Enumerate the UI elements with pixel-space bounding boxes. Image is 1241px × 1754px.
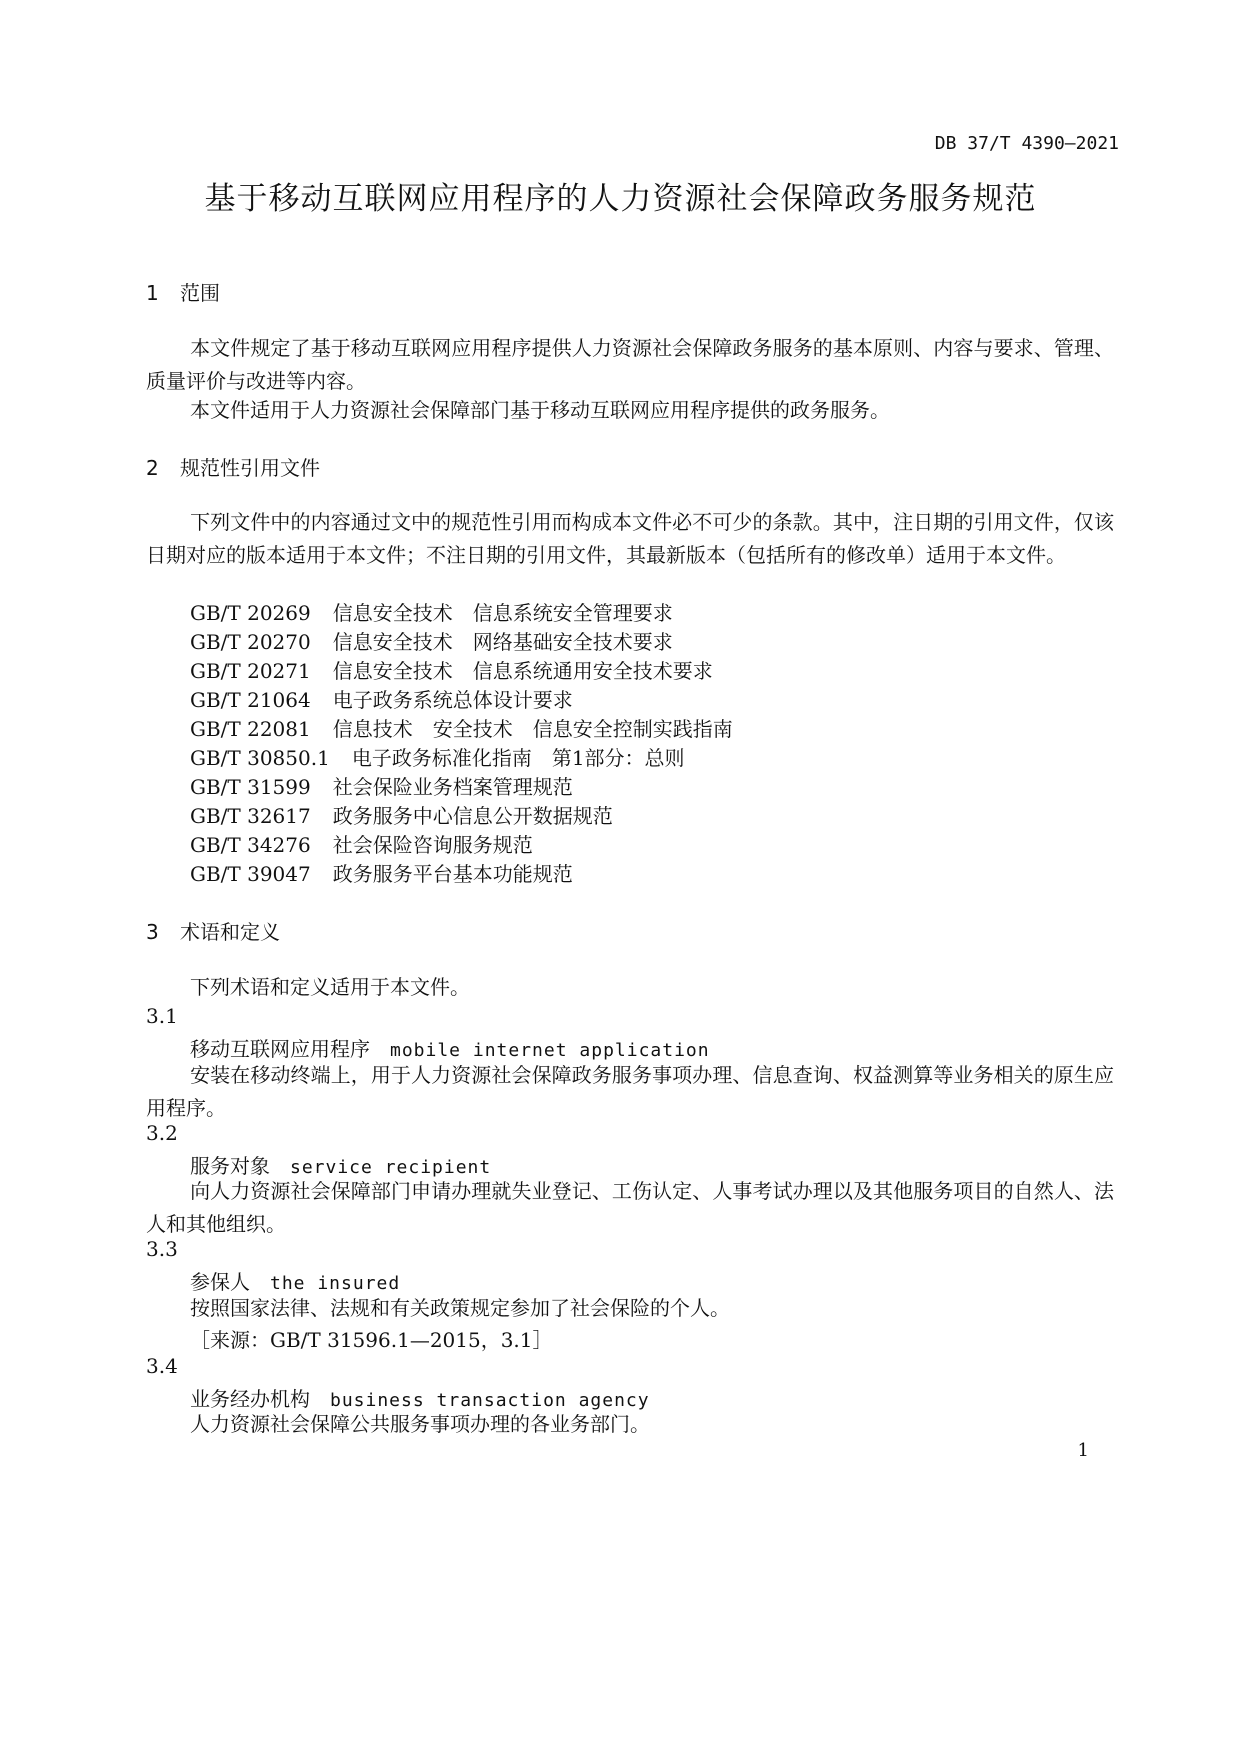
reference-code: GB/T 30850.1	[190, 746, 330, 770]
reference-title: 电子政务标准化指南 第1部分：总则	[351, 746, 685, 770]
reference-title: 社会保险咨询服务规范	[332, 833, 533, 857]
reference-item	[190, 626, 673, 655]
term-zh: 业务经办机构	[190, 1387, 310, 1411]
reference-code: GB/T 22081	[190, 717, 311, 741]
reference-code: GB/T 31599	[190, 775, 311, 799]
section-heading-2	[146, 452, 320, 481]
term-en: the insured	[270, 1273, 401, 1294]
paragraph-text: 向人力资源社会保障部门申请办理就失业登记、工伤认定、人事考试办理以及其他服务项目的自然人、法人和其他组织。	[146, 1179, 1114, 1236]
section-number: 3	[146, 920, 159, 944]
section-number: 2	[146, 456, 159, 480]
reference-title: 信息安全技术 信息系统通用安全技术要求	[332, 659, 713, 683]
section-title: 规范性引用文件	[180, 456, 320, 480]
section-heading-1	[146, 277, 220, 306]
scope-paragraph-2	[146, 394, 1114, 427]
term-number: 3.3	[146, 1237, 178, 1261]
term-en: mobile internet application	[390, 1040, 710, 1061]
term-en: business transaction agency	[330, 1390, 650, 1411]
reference-item	[190, 800, 613, 829]
reference-code: GB/T 20271	[190, 659, 311, 683]
reference-code: GB/T 34276	[190, 833, 311, 857]
reference-item	[190, 684, 573, 713]
standard-code: DB 37/T 4390—2021	[934, 133, 1119, 154]
reference-code: GB/T 32617	[190, 804, 311, 828]
page-number: 1	[1077, 1440, 1089, 1461]
paragraph-text: 下列文件中的内容通过文中的规范性引用而构成本文件必不可少的条款。其中，注日期的引用文件，仅该日期对应的版本适用于本文件；不注日期的引用文件，其最新版本（包括所有的修改单）适用于本文件。	[146, 510, 1114, 567]
reference-title: 信息安全技术 信息系统安全管理要求	[332, 601, 673, 625]
document-title: 基于移动互联网应用程序的人力资源社会保障政务服务规范	[204, 181, 1037, 217]
reference-item	[190, 655, 713, 684]
term-definition	[146, 1175, 1114, 1240]
term-heading	[190, 1266, 400, 1295]
reference-item	[190, 858, 573, 887]
reference-title: 信息技术 安全技术 信息安全控制实践指南	[332, 717, 733, 741]
term-number: 3.2	[146, 1121, 178, 1145]
reference-title: 社会保险业务档案管理规范	[332, 775, 573, 799]
paragraph-text: 按照国家法律、法规和有关政策规定参加了社会保险的个人。	[190, 1296, 730, 1320]
paragraph-text: 安装在移动终端上，用于人力资源社会保障政务服务事项办理、信息查询、权益测算等业务相关的原生应用程序。	[146, 1063, 1114, 1120]
section-title: 范围	[180, 281, 220, 305]
term-heading	[190, 1033, 710, 1062]
term-number: 3.1	[146, 1004, 178, 1028]
terms-intro	[146, 971, 1114, 1004]
paragraph-text: 本文件适用于人力资源社会保障部门基于移动互联网应用程序提供的政务服务。	[190, 398, 890, 422]
reference-title: 信息安全技术 网络基础安全技术要求	[332, 630, 673, 654]
normative-intro	[146, 506, 1114, 571]
term-en: service recipient	[290, 1157, 492, 1178]
term-source: ［来源：GB/T 31596.1—2015，3.1］	[190, 1328, 553, 1352]
reference-code: GB/T 21064	[190, 688, 311, 712]
section-title: 术语和定义	[180, 920, 280, 944]
reference-item	[190, 771, 573, 800]
reference-title: 电子政务系统总体设计要求	[332, 688, 573, 712]
reference-code: GB/T 39047	[190, 862, 311, 886]
term-definition	[146, 1059, 1114, 1124]
term-zh: 移动互联网应用程序	[190, 1037, 370, 1061]
section-number: 1	[146, 281, 159, 305]
paragraph-text: 下列术语和定义适用于本文件。	[190, 975, 470, 999]
term-zh: 服务对象	[190, 1154, 270, 1178]
reference-code: GB/T 20270	[190, 630, 311, 654]
section-heading-3	[146, 916, 280, 945]
paragraph-text: 人力资源社会保障公共服务事项办理的各业务部门。	[190, 1412, 650, 1436]
term-zh: 参保人	[190, 1270, 250, 1294]
reference-title: 政务服务平台基本功能规范	[332, 862, 573, 886]
term-definition	[146, 1292, 1114, 1325]
reference-title: 政务服务中心信息公开数据规范	[332, 804, 613, 828]
reference-item	[190, 829, 533, 858]
paragraph-text: 本文件规定了基于移动互联网应用程序提供人力资源社会保障政务服务的基本原则、内容与要求、管理、质量评价与改进等内容。	[146, 336, 1114, 393]
reference-item	[190, 597, 673, 626]
scope-paragraph-1	[146, 332, 1114, 397]
reference-item	[190, 742, 685, 771]
reference-item	[190, 713, 733, 742]
term-number: 3.4	[146, 1354, 178, 1378]
reference-code: GB/T 20269	[190, 601, 311, 625]
term-definition	[146, 1408, 1114, 1441]
